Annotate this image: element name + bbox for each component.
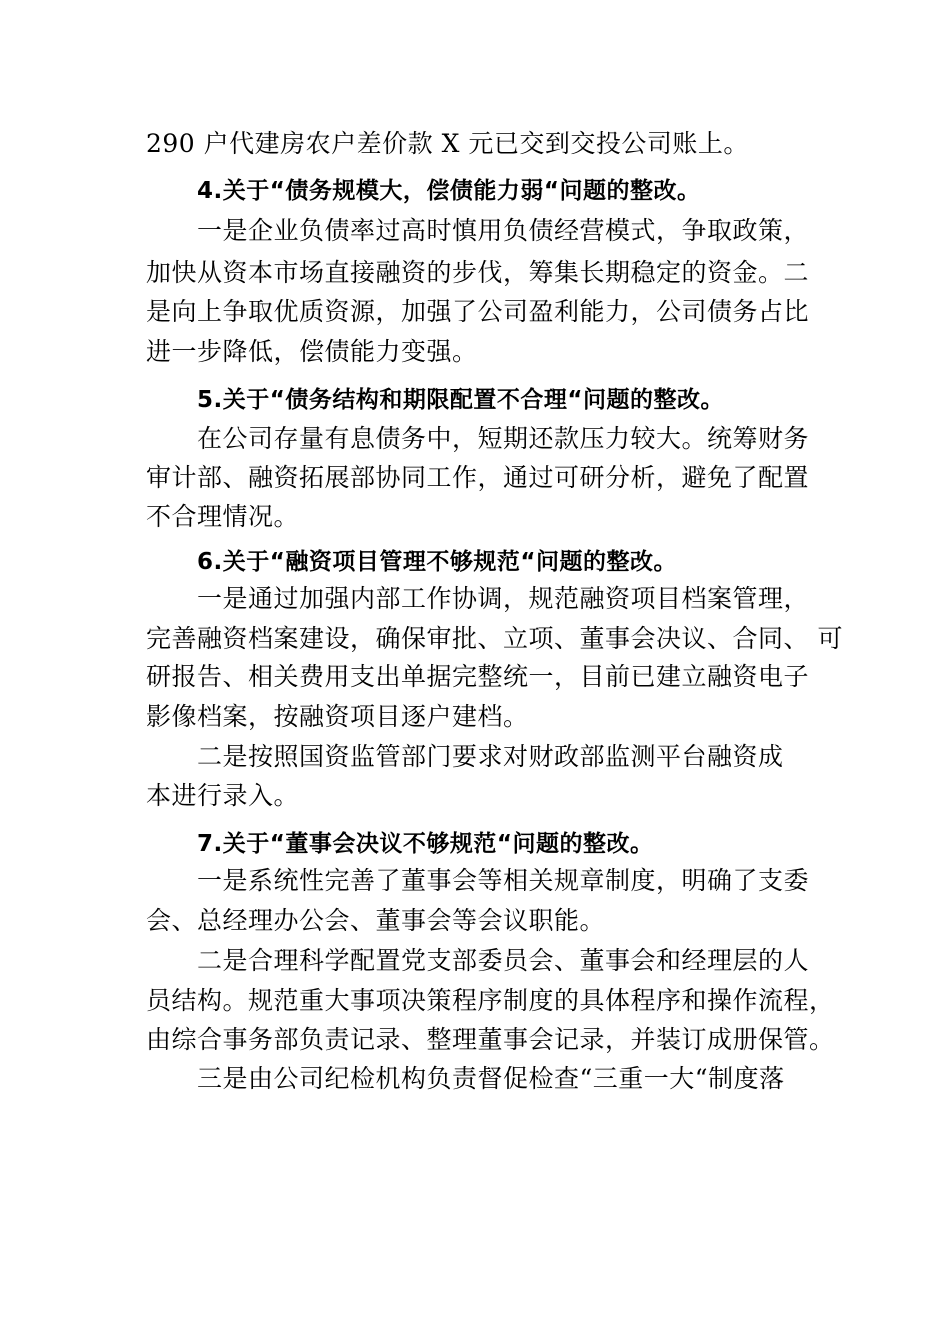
paragraph-line: 进一步降低，偿债能力变强。 <box>146 337 478 366</box>
section-heading-4: 4.关于“债务规模大，偿债能力弱“问题的整改。 <box>197 178 701 204</box>
paragraph-line: 本进行录入。 <box>146 781 300 810</box>
section-heading-5: 5.关于“债务结构和期限配置不合理“问题的整改。 <box>197 387 724 413</box>
paragraph-line: 员结构。规范重大事项决策程序制度的具体程序和操作流程， <box>146 986 835 1015</box>
paragraph-line: 三是由公司纪检机构负责督促检查“三重一大“制度落 <box>197 1064 785 1093</box>
paragraph-line: 审计部、融资拓展部协同工作，通过可研分析，避免了配置 <box>146 463 810 492</box>
paragraph-line: 不合理情况。 <box>146 502 300 531</box>
paragraph-line: 是向上争取优质资源，加强了公司盈利能力，公司债务占比 <box>146 297 810 326</box>
paragraph-line: 影像档案，按融资项目逐户建档。 <box>146 702 529 731</box>
paragraph-line: 二是合理科学配置党支部委员会、董事会和经理层的人 <box>197 946 810 975</box>
paragraph-line: 会、总经理办公会、董事会等会议职能。 <box>146 906 606 935</box>
section-heading-6: 6.关于“融资项目管理不够规范“问题的整改。 <box>197 549 677 575</box>
paragraph-line: 由综合事务部负责记录、整理董事会记录，并装订成册保管。 <box>146 1025 835 1054</box>
paragraph-line: 一是通过加强内部工作协调，规范融资项目档案管理， <box>197 584 810 613</box>
paragraph-line: 在公司存量有息债务中，短期还款压力较大。统筹财务 <box>197 424 810 453</box>
paragraph-line: 研报告、相关费用支出单据完整统一，目前已建立融资电子 <box>146 662 810 691</box>
paragraph-line: 完善融资档案建设，确保审批、立项、董事会决议、合同、 可 <box>146 624 843 653</box>
paragraph-line: 二是按照国资监管部门要求对财政部监测平台融资成 <box>197 742 784 771</box>
paragraph-line: 加快从资本市场直接融资的步伐，筹集长期稳定的资金。二 <box>146 258 810 287</box>
paragraph-line: 290 户代建房农户差价款 X 元已交到交投公司账上。 <box>146 129 749 158</box>
paragraph-line: 一是企业负债率过高时慎用负债经营模式，争取政策， <box>197 216 810 245</box>
paragraph-line: 一是系统性完善了董事会等相关规章制度，明确了支委 <box>197 866 810 895</box>
section-heading-7: 7.关于“董事会决议不够规范“问题的整改。 <box>197 831 654 857</box>
